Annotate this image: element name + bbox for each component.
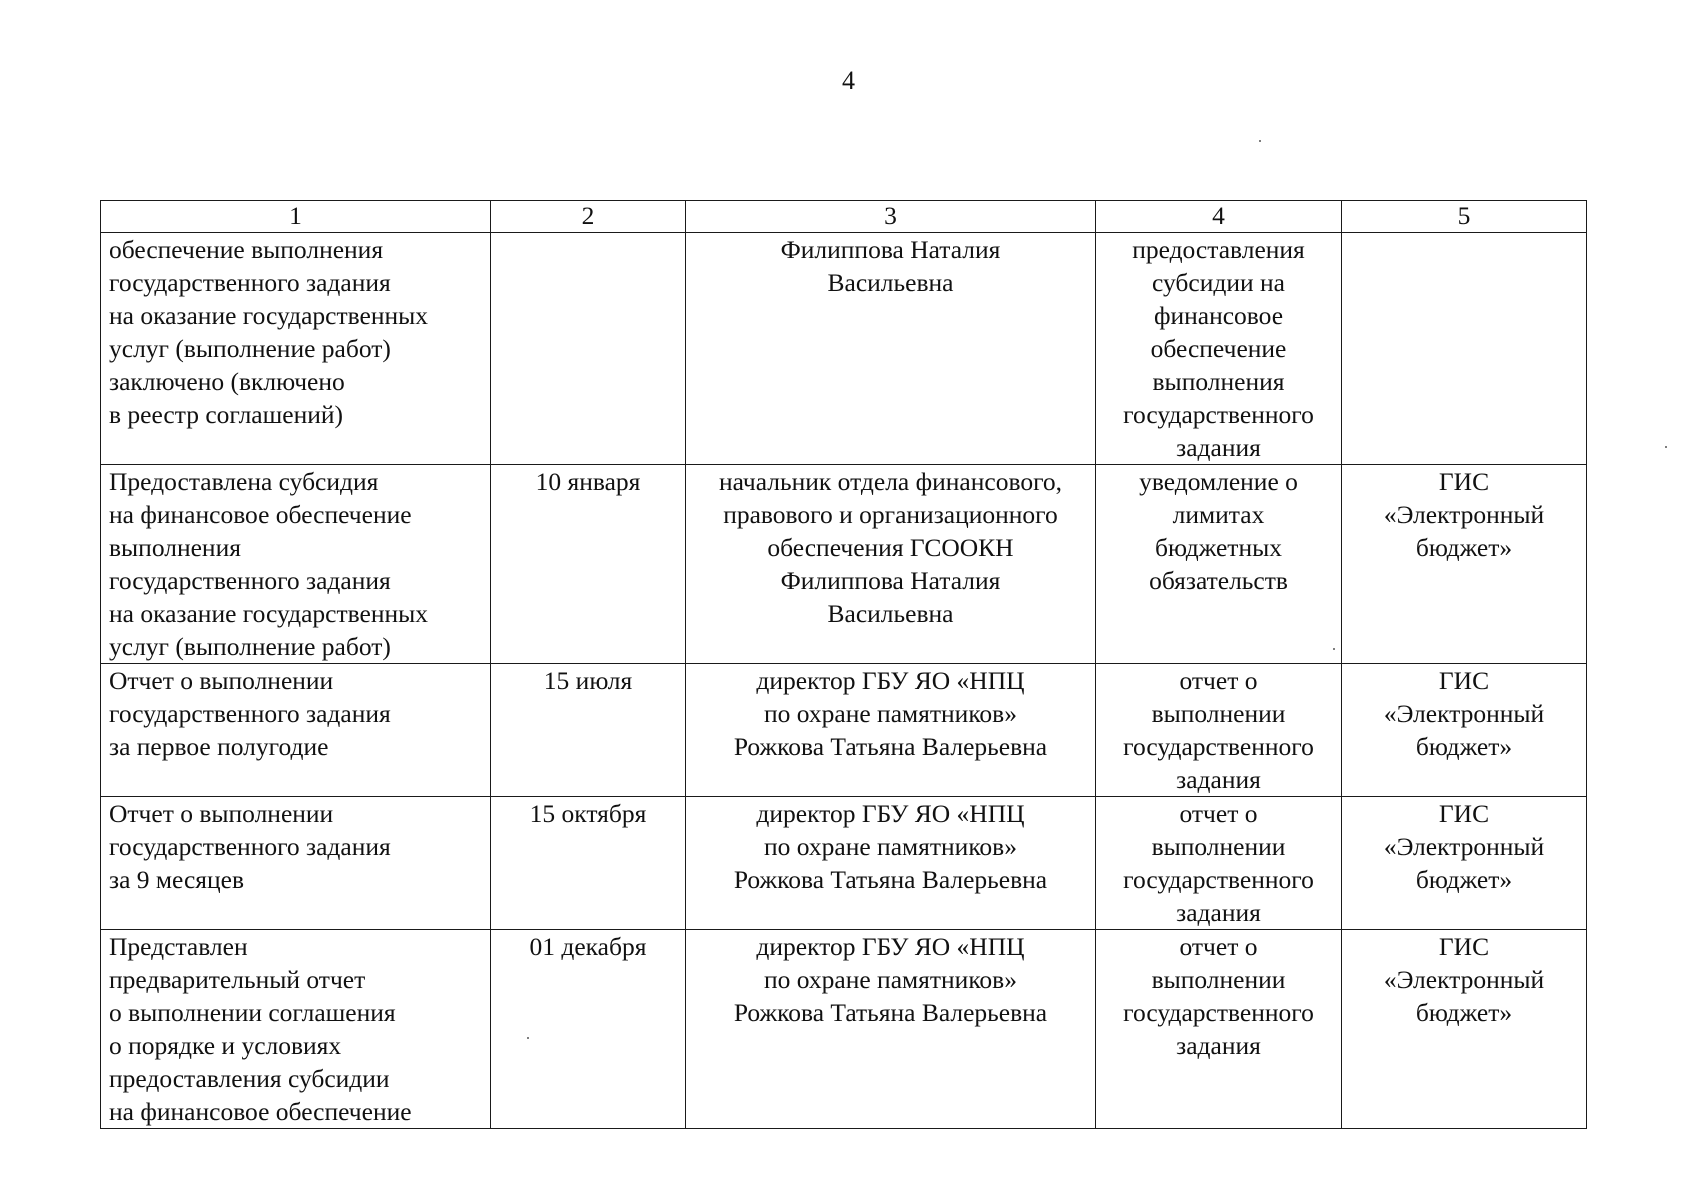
table-cell-col3 [686, 233, 1096, 465]
cell-text-line: государственного задания [109, 699, 391, 728]
cell-text-line: заключено (включено [109, 367, 345, 396]
cell-text-line: Отчет о выполнении [109, 666, 334, 695]
cell-text-line: «Электронный [1383, 832, 1545, 861]
cell-text-line: выполнении [1151, 965, 1286, 994]
cell-text-line: выполнения [109, 533, 241, 562]
table-cell-col4 [1096, 930, 1342, 1129]
cell-text-line: отчет о [1179, 799, 1258, 828]
cell-text-line: финансовое [1153, 301, 1284, 330]
cell-text-line: обеспечения ГСООКН [767, 533, 1014, 562]
table-cell-col4 [1096, 664, 1342, 797]
cell-text-line: о выполнении соглашения [109, 998, 396, 1027]
cell-text-line: за первое полугодие [109, 732, 329, 761]
header-cell-3: 3 [686, 201, 1096, 233]
cell-text-line: Васильевна [827, 599, 954, 628]
cell-text-line: бюджет» [1415, 998, 1513, 1027]
cell-text-line: ГИС [1438, 666, 1490, 695]
cell-text-line: на финансовое обеспечение [109, 500, 412, 529]
cell-text-line: Представлен [109, 932, 248, 961]
cell-text-line: по охране памятников» [764, 965, 1017, 994]
cell-text-line: «Электронный [1383, 965, 1545, 994]
table-row [101, 797, 1587, 930]
table-row [101, 664, 1587, 797]
cell-text-line: на финансовое обеспечение [109, 1097, 412, 1126]
cell-text-line: о порядке и условиях [109, 1031, 342, 1060]
cell-text-line: обязательств [1149, 566, 1288, 595]
table-cell-col4 [1096, 465, 1342, 664]
header-cell-5: 5 [1342, 201, 1587, 233]
scan-speck [1665, 446, 1667, 448]
cell-text-line: на оказание государственных [109, 599, 429, 628]
cell-text-line: бюджет» [1415, 533, 1513, 562]
cell-text-line: на оказание государственных [109, 301, 429, 330]
header-cell-2: 2 [491, 201, 686, 233]
table-body [101, 201, 1587, 1129]
cell-text-line: по охране памятников» [764, 699, 1017, 728]
cell-text-line: предварительный отчет [109, 965, 366, 994]
cell-text-line: Филиппова Наталия [780, 566, 1001, 595]
table-cell-col4 [1096, 233, 1342, 465]
cell-text-line: обеспечение [1150, 334, 1287, 363]
cell-text-line: Васильевна [827, 268, 954, 297]
cell-text-line: уведомление о [1139, 467, 1298, 496]
header-cell-1: 1 [101, 201, 491, 233]
table-cell-col1 [101, 664, 491, 797]
scan-speck [1259, 140, 1261, 142]
cell-text-line: отчет о [1179, 932, 1258, 961]
cell-text-line: задания [1176, 765, 1261, 794]
cell-text-line: ГИС [1438, 932, 1490, 961]
table-cell-col5 [1342, 664, 1587, 797]
cell-text-line: отчет о [1179, 666, 1258, 695]
table-cell-col5 [1342, 233, 1587, 465]
cell-text-line: задания [1176, 433, 1261, 462]
cell-text-line: бюджетных [1155, 533, 1282, 562]
table-cell-col5 [1342, 930, 1587, 1129]
table-row [101, 233, 1587, 465]
table-cell-col3 [686, 930, 1096, 1129]
cell-text-line: лимитах [1172, 500, 1265, 529]
cell-text-line: директор ГБУ ЯО «НПЦ [756, 932, 1025, 961]
cell-text-line: Предоставлена субсидия [109, 467, 379, 496]
cell-text-line: выполнения [1152, 367, 1285, 396]
cell-text-line: Рожкова Татьяна Валерьевна [733, 732, 1048, 761]
cell-text-line: по охране памятников» [764, 832, 1017, 861]
table-cell-col2 [491, 797, 686, 930]
page-number: 4 [842, 66, 855, 95]
header-cell-4: 4 [1096, 201, 1342, 233]
cell-text-line: Отчет о выполнении [109, 799, 334, 828]
cell-text-line: бюджет» [1415, 732, 1513, 761]
table-cell-col2 [491, 930, 686, 1129]
table-cell-col3 [686, 465, 1096, 664]
cell-text-line: предоставления [1132, 235, 1305, 264]
table-cell-col1 [101, 930, 491, 1129]
cell-text-line: государственного задания [109, 268, 391, 297]
cell-text-line: государственного задания [109, 832, 391, 861]
table-cell-col2 [491, 664, 686, 797]
cell-text-line: начальник отдела финансового, [718, 467, 1063, 496]
cell-text-line: ГИС [1438, 467, 1490, 496]
cell-text-line: директор ГБУ ЯО «НПЦ [756, 666, 1025, 695]
table-cell-col4 [1096, 797, 1342, 930]
cell-text-line: директор ГБУ ЯО «НПЦ [756, 799, 1025, 828]
schedule-table [100, 200, 1587, 1129]
cell-text-line: государственного [1123, 998, 1314, 1027]
cell-text-line: в реестр соглашений) [109, 400, 343, 429]
cell-text-line: Филиппова Наталия [780, 235, 1001, 264]
table-cell-col2 [491, 465, 686, 664]
cell-text-line: задания [1176, 898, 1261, 927]
cell-text-line: государственного [1123, 400, 1314, 429]
table-cell-col5 [1342, 797, 1587, 930]
table-row [101, 930, 1587, 1129]
cell-text-line: за 9 месяцев [109, 865, 245, 894]
cell-text-line: обеспечение выполнения [109, 235, 384, 264]
cell-text-line: ГИС [1438, 799, 1490, 828]
cell-text-line: 15 октября [529, 799, 647, 828]
cell-text-line: субсидии на [1152, 268, 1285, 297]
scan-speck [527, 1037, 529, 1039]
cell-text-line: «Электронный [1383, 699, 1545, 728]
cell-text-line: выполнении [1151, 699, 1286, 728]
cell-text-line: предоставления субсидии [109, 1064, 390, 1093]
cell-text-line: государственного [1123, 865, 1314, 894]
table-row [101, 465, 1587, 664]
cell-text-line: выполнении [1151, 832, 1286, 861]
table-cell-col3 [686, 664, 1096, 797]
cell-text-line: 15 июля [543, 666, 633, 695]
table-cell-col1 [101, 797, 491, 930]
cell-text-line: бюджет» [1415, 865, 1513, 894]
cell-text-line: услуг (выполнение работ) [109, 334, 391, 363]
cell-text-line: услуг (выполнение работ) [109, 632, 391, 661]
scan-speck [1333, 648, 1335, 650]
cell-text-line: «Электронный [1383, 500, 1545, 529]
cell-text-line: 10 января [535, 467, 641, 496]
table-cell-col2 [491, 233, 686, 465]
cell-text-line: задания [1176, 1031, 1261, 1060]
table-cell-col1 [101, 465, 491, 664]
cell-text-line: Рожкова Татьяна Валерьевна [733, 998, 1048, 1027]
table-cell-col1 [101, 233, 491, 465]
cell-text-line: Рожкова Татьяна Валерьевна [733, 865, 1048, 894]
cell-text-line: государственного задания [109, 566, 391, 595]
cell-text-line: 01 декабря [529, 932, 647, 961]
table-cell-col5 [1342, 465, 1587, 664]
cell-text-line: правового и организационного [723, 500, 1058, 529]
table-cell-col3 [686, 797, 1096, 930]
header-row [101, 201, 1587, 233]
cell-text-line: государственного [1123, 732, 1314, 761]
